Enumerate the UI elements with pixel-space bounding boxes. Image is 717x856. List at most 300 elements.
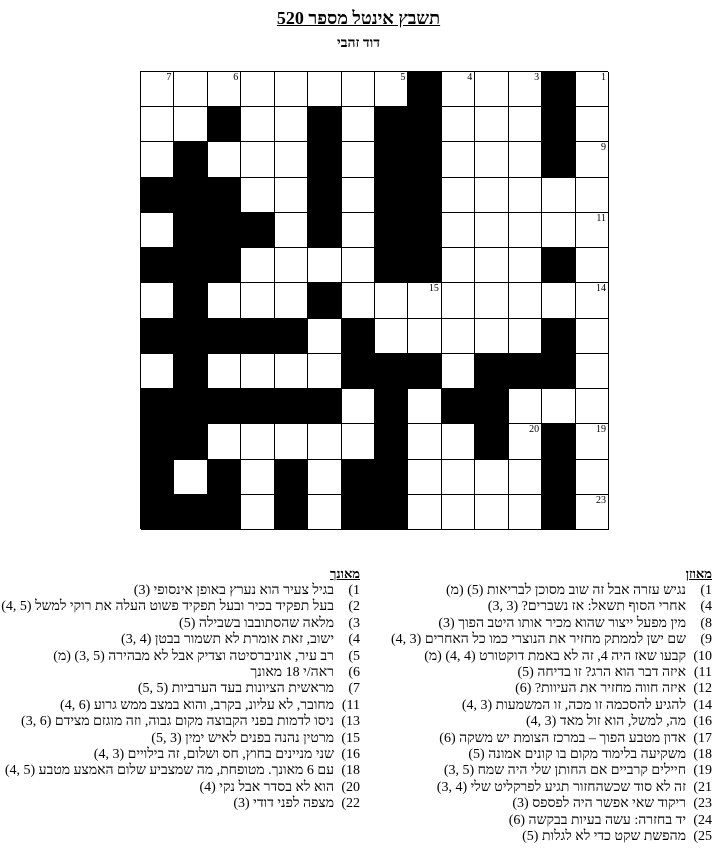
grid-cell-black <box>308 389 341 424</box>
grid-cell[interactable] <box>442 107 475 142</box>
grid-cell[interactable] <box>141 354 174 389</box>
across-clue <box>367 780 712 796</box>
clue-number: 3 <box>534 72 540 83</box>
grid-cell-black <box>375 178 408 213</box>
grid-cell[interactable] <box>576 178 609 213</box>
grid-cell[interactable] <box>408 495 441 530</box>
across-clue <box>367 714 712 730</box>
grid-cell[interactable] <box>342 283 375 318</box>
grid-cell[interactable] <box>576 460 609 495</box>
clue-num: 23) <box>693 796 712 812</box>
clue-number: 21 <box>361 459 372 471</box>
grid-cell-black <box>375 495 408 530</box>
clue-text: ישוב, זאת אומרת לא תשמור בבטן (4 ,3) <box>121 632 334 648</box>
grid-cell[interactable] <box>509 142 542 177</box>
grid-cell[interactable] <box>408 424 441 459</box>
clue-number: 16 <box>361 318 372 330</box>
grid-cell[interactable] <box>408 389 441 424</box>
grid-cell-black <box>542 72 575 107</box>
clue-num: 12) <box>693 681 712 697</box>
grid-cell[interactable] <box>475 72 508 107</box>
grid-cell-black <box>275 389 308 424</box>
grid-cell[interactable] <box>475 213 508 248</box>
down-clue <box>5 665 360 681</box>
grid-cell[interactable] <box>442 319 475 354</box>
grid-cell[interactable] <box>475 142 508 177</box>
across-clue <box>367 747 712 763</box>
clue-num: 3) <box>348 615 360 631</box>
clue-num: 16) <box>341 747 360 763</box>
clue-num: 10) <box>693 648 712 664</box>
grid-cell[interactable] <box>208 283 241 318</box>
grid-cell[interactable] <box>141 213 174 248</box>
down-heading: מאונך <box>330 566 360 581</box>
clue-number: 8 <box>233 107 239 119</box>
across-clue <box>367 763 712 779</box>
down-clue <box>5 632 360 648</box>
grid-cell[interactable] <box>442 213 475 248</box>
grid-cell-black <box>174 248 207 283</box>
clue-text: מין מפעל ייצור שהוא מכיר אותו היטב הפוך (3) <box>438 615 686 631</box>
down-clue <box>5 649 360 665</box>
clue-text: אחרי הסוף תשאל: אז נשברים? (3 ,3) <box>487 599 686 615</box>
grid-cell[interactable] <box>208 354 241 389</box>
grid-cell[interactable] <box>241 107 274 142</box>
grid-cell-black <box>542 354 575 389</box>
grid-cell-black <box>542 460 575 495</box>
grid-cell[interactable] <box>241 354 274 389</box>
grid-cell-black <box>308 178 341 213</box>
grid-cell[interactable] <box>342 389 375 424</box>
grid-cell[interactable] <box>342 72 375 107</box>
grid-cell-black <box>275 460 308 495</box>
grid-cell[interactable] <box>442 424 475 459</box>
grid-cell[interactable] <box>275 283 308 318</box>
grid-cell[interactable] <box>509 283 542 318</box>
grid-cell-black <box>241 389 274 424</box>
grid-cell-black <box>174 495 207 530</box>
clue-num: 11) <box>341 697 360 713</box>
grid-cell-black <box>375 142 408 177</box>
grid-cell-black <box>375 248 408 283</box>
grid-cell[interactable] <box>576 107 609 142</box>
down-clue <box>5 731 360 747</box>
grid-cell-black <box>475 424 508 459</box>
clue-num: 1) <box>700 583 712 598</box>
grid-cell[interactable] <box>509 424 542 459</box>
clue-text: איזה חווה מחזיר את העיוות? (6) <box>515 681 686 697</box>
clue-text: מחובר, לא עליונ, בקרב, והוא במצב ממש גרוע (6 ,4) <box>60 697 334 713</box>
clue-num: 1) <box>348 583 360 598</box>
grid-cell-black <box>475 354 508 389</box>
across-clue <box>367 665 712 681</box>
grid-cell[interactable] <box>141 283 174 318</box>
grid-cell[interactable] <box>576 213 609 248</box>
grid-cell-black <box>174 424 207 459</box>
clue-num: 14) <box>693 697 712 713</box>
grid-cell-black <box>141 460 174 495</box>
clue-num: 25) <box>693 829 712 845</box>
grid-cell[interactable] <box>576 389 609 424</box>
grid-cell-black <box>542 319 575 354</box>
clue-number: 2 <box>567 72 573 83</box>
grid-cell[interactable] <box>208 72 241 107</box>
grid-cell-black <box>342 354 375 389</box>
puzzle-title: תשבץ אינטל מספר 520 <box>276 8 441 28</box>
clue-number: 20 <box>529 424 540 436</box>
across-clues-column <box>367 566 712 846</box>
grid-cell[interactable] <box>275 424 308 459</box>
grid-cell-black <box>375 213 408 248</box>
grid-cell[interactable] <box>509 107 542 142</box>
clue-num: 4) <box>700 599 712 615</box>
down-clue <box>1 599 360 615</box>
clue-num: 8) <box>700 615 712 631</box>
clue-number: 4 <box>467 72 473 83</box>
clue-text: שם ישן לממתק מחזיר את הנוצרי כמו כל האחרים (3 ,4) <box>391 632 686 648</box>
grid-cell[interactable] <box>576 142 609 177</box>
grid-cell[interactable] <box>542 389 575 424</box>
grid-cell[interactable] <box>475 283 508 318</box>
grid-cell-black <box>475 389 508 424</box>
clue-text: מה, למשל, הוא זול מאד (3 ,4) <box>526 714 686 730</box>
clue-text: מראשית הציונות בעד הערביות (5 ,5) <box>137 681 334 697</box>
grid-cell[interactable] <box>509 248 542 283</box>
grid-cell[interactable] <box>475 319 508 354</box>
grid-cell-black <box>308 283 341 318</box>
grid-cell-black <box>174 319 207 354</box>
grid-cell[interactable] <box>442 460 475 495</box>
grid-cell-black <box>275 319 308 354</box>
clue-num: 16) <box>693 714 712 730</box>
clue-text: זה לא סוד שכשהחזור תגיע לפרקליט שלי (4 ,3) <box>436 779 686 795</box>
grid-cell-black <box>208 389 241 424</box>
clue-num: 17) <box>693 730 712 746</box>
grid-cell[interactable] <box>174 460 207 495</box>
clue-number: 22 <box>161 459 172 471</box>
grid-cell[interactable] <box>576 354 609 389</box>
grid-cell[interactable] <box>308 495 341 530</box>
grid-cell[interactable] <box>475 248 508 283</box>
puzzle-author: דוד זהבי <box>337 36 380 51</box>
grid-cell[interactable] <box>275 248 308 283</box>
grid-cell-black <box>141 248 174 283</box>
grid-cell-black <box>174 389 207 424</box>
grid-cell-black <box>542 495 575 530</box>
grid-cell-black <box>408 142 441 177</box>
grid-cell[interactable] <box>342 424 375 459</box>
clue-text: ניסו לדמות בפני הקבוצה מקום גבוה, וזה מוגזם מצידם (6 ,3) <box>21 714 334 730</box>
grid-cell[interactable] <box>408 283 441 318</box>
down-clue <box>5 763 360 779</box>
clue-number: 13 <box>228 248 239 260</box>
grid-cell[interactable] <box>509 178 542 213</box>
down-clue <box>5 747 360 763</box>
down-clues-column <box>1 566 360 813</box>
grid-cell[interactable] <box>442 495 475 530</box>
clue-number: 1 <box>600 72 606 83</box>
grid-cell[interactable] <box>208 142 241 177</box>
grid-cell-black <box>141 319 174 354</box>
clue-number: 11 <box>596 212 606 224</box>
grid-cell-black <box>208 495 241 530</box>
clue-number: 19 <box>595 424 606 436</box>
grid-cell-black <box>375 107 408 142</box>
grid-cell[interactable] <box>509 213 542 248</box>
grid-cell[interactable] <box>308 354 341 389</box>
grid-cell[interactable] <box>174 72 207 107</box>
clue-number: 6 <box>233 72 239 83</box>
grid-cell[interactable] <box>509 495 542 530</box>
down-clue <box>5 583 360 599</box>
clue-text: רב עיר, אוניברסיטה וצדיק אבל לא מבהירה (5 ,3) (מ) <box>53 648 334 664</box>
grid-cell[interactable] <box>375 283 408 318</box>
grid-cell-black <box>241 213 274 248</box>
grid-cell[interactable] <box>241 283 274 318</box>
grid-cell-black <box>208 178 241 213</box>
clue-text: בעל תפקיד בכיר ובעל תפקיד פשוט העלה את רוקי למשל (5 ,4) <box>1 599 334 615</box>
clue-num: 15) <box>341 730 360 746</box>
clue-text: ריקוד שאי אפשר היה לפספס (3) <box>512 796 686 812</box>
clue-text: מלאה שהסתובבו בשבילה (5) <box>179 615 334 631</box>
grid-cell[interactable] <box>241 142 274 177</box>
grid-cell-black <box>375 424 408 459</box>
grid-cell[interactable] <box>442 178 475 213</box>
grid-cell[interactable] <box>475 178 508 213</box>
grid-cell-black <box>542 107 575 142</box>
across-clue <box>367 583 712 599</box>
grid-cell[interactable] <box>375 319 408 354</box>
clue-num: 11) <box>693 665 712 681</box>
grid-cell[interactable] <box>308 460 341 495</box>
grid-cell-black <box>408 213 441 248</box>
clue-num: 18) <box>693 747 712 763</box>
clue-text: נגיש עזרה אבל זה שוב מסוכן לבריאות (5) (מ) <box>446 583 686 598</box>
across-clue <box>367 599 712 615</box>
grid-cell-black <box>542 248 575 283</box>
grid-cell-black <box>308 142 341 177</box>
grid-cell-black <box>208 460 241 495</box>
grid-cell-black <box>308 107 341 142</box>
across-clue <box>367 698 712 714</box>
grid-cell[interactable] <box>241 495 274 530</box>
grid-cell-black <box>275 495 308 530</box>
grid-cell-black <box>174 213 207 248</box>
clue-text: מהפשת שקט כדי לא לגלות (5) <box>522 829 686 845</box>
clue-text: עם 6 מאונך. מטופחת, מה שמצביע שלום האמצע מטבע (5 ,4) <box>4 763 334 779</box>
grid-cell-black <box>408 354 441 389</box>
clue-text: הוא לא בסדר אבל נקי (4) <box>199 779 334 795</box>
clue-num: 7) <box>348 681 360 697</box>
across-clue <box>367 632 712 648</box>
grid-cell[interactable] <box>509 389 542 424</box>
grid-cell[interactable] <box>141 72 174 107</box>
across-clue <box>367 829 712 845</box>
down-clue <box>5 714 360 730</box>
grid-cell[interactable] <box>241 460 274 495</box>
grid-cell-black <box>442 389 475 424</box>
grid-cell-black <box>141 495 174 530</box>
clue-num: 2) <box>348 599 360 615</box>
clue-text: משקיעה בלימוד מקום בו קונים אמונה (5) <box>468 747 686 763</box>
clue-num: 20) <box>341 779 360 795</box>
grid-cell[interactable] <box>509 72 542 107</box>
grid-cell[interactable] <box>141 142 174 177</box>
across-clue <box>367 813 712 829</box>
down-clue <box>5 780 360 796</box>
grid-cell[interactable] <box>241 424 274 459</box>
clue-num: 19) <box>693 763 712 779</box>
clue-number: 7 <box>166 72 172 83</box>
grid-cell-black <box>408 107 441 142</box>
clue-num: 4) <box>348 632 360 648</box>
clue-text: חיילים קרביים אם החותן שלי היה שמח (5 ,3) <box>443 763 686 779</box>
grid-cell-black <box>174 142 207 177</box>
clue-text: שני מניינים בחוץ, חס ושלום, זה בילויים (3 ,4) <box>93 747 334 763</box>
grid-cell[interactable] <box>408 460 441 495</box>
grid-cell[interactable] <box>442 72 475 107</box>
clue-text: קבעו שאז היה 4, זה לא באמת דוקטורט (4 ,4) (מ) <box>424 648 686 664</box>
grid-cell-black <box>174 178 207 213</box>
grid-cell-black <box>308 213 341 248</box>
grid-cell[interactable] <box>241 248 274 283</box>
clue-num: 13) <box>341 714 360 730</box>
grid-cell[interactable] <box>475 495 508 530</box>
grid-cell[interactable] <box>342 107 375 142</box>
grid-cell[interactable] <box>475 460 508 495</box>
grid-cell[interactable] <box>342 178 375 213</box>
grid-cell-black <box>208 213 241 248</box>
across-clue-list <box>367 583 712 846</box>
grid-cell-black <box>208 248 241 283</box>
grid-cell[interactable] <box>375 72 408 107</box>
clue-number: 14 <box>595 283 606 295</box>
grid-cell[interactable] <box>308 424 341 459</box>
grid-cell[interactable] <box>342 142 375 177</box>
grid-cell-black <box>375 354 408 389</box>
grid-cell[interactable] <box>442 142 475 177</box>
grid-cell[interactable] <box>442 354 475 389</box>
grid-cell[interactable] <box>275 213 308 248</box>
grid-cell[interactable] <box>208 424 241 459</box>
clue-number: 23 <box>595 494 606 506</box>
clue-number: 12 <box>395 248 406 260</box>
grid-cell-black <box>542 424 575 459</box>
across-clue <box>367 616 712 632</box>
clue-number: 10 <box>395 177 406 189</box>
grid-cell[interactable] <box>275 142 308 177</box>
clue-text: ראה/י 18 מאונך <box>250 665 334 681</box>
clue-num: 6) <box>348 665 360 681</box>
grid-cell[interactable] <box>342 248 375 283</box>
grid-cell-black <box>509 354 542 389</box>
grid-cell[interactable] <box>576 72 609 107</box>
grid-cell[interactable] <box>576 424 609 459</box>
grid-cell[interactable] <box>442 248 475 283</box>
grid-cell-black <box>342 460 375 495</box>
grid-cell[interactable] <box>509 460 542 495</box>
grid-cell[interactable] <box>408 319 441 354</box>
across-clue <box>367 731 712 747</box>
down-clue <box>5 796 360 812</box>
clue-number: 15 <box>428 283 439 295</box>
grid-cell[interactable] <box>241 178 274 213</box>
across-clue <box>367 681 712 697</box>
grid-cell[interactable] <box>475 107 508 142</box>
across-clue <box>367 649 712 665</box>
grid-cell-black <box>375 389 408 424</box>
clue-num: 18) <box>341 763 360 779</box>
grid-cell[interactable] <box>542 178 575 213</box>
grid-cell-black <box>208 319 241 354</box>
grid-cell-black <box>241 319 274 354</box>
clue-number: 17 <box>529 353 540 365</box>
clue-text: איזה דבר הוא הרג? זו בדיחה (5) <box>517 665 686 681</box>
clue-text: יד בחזרה: עשה בעיות בבקשה (6) <box>508 812 686 828</box>
grid-cell[interactable] <box>275 107 308 142</box>
grid-cell[interactable] <box>275 72 308 107</box>
grid-cell-black <box>208 107 241 142</box>
grid-cell[interactable] <box>576 248 609 283</box>
grid-cell-black <box>342 495 375 530</box>
grid-cell[interactable] <box>308 72 341 107</box>
grid-cell-black <box>375 460 408 495</box>
grid-cell[interactable] <box>141 107 174 142</box>
grid-cell-black <box>141 389 174 424</box>
grid-cell-black <box>408 72 441 107</box>
clue-num: 21) <box>693 779 712 795</box>
clue-number: 9 <box>600 142 606 154</box>
grid-cell[interactable] <box>308 319 341 354</box>
clue-number: 5 <box>400 72 406 83</box>
grid-cell-black <box>174 354 207 389</box>
grid-cell-black <box>141 178 174 213</box>
grid-cell[interactable] <box>308 248 341 283</box>
crossword-grid <box>140 71 608 529</box>
clue-num: 5) <box>348 648 360 664</box>
grid-cell-black <box>408 248 441 283</box>
grid-cell[interactable] <box>542 213 575 248</box>
across-clue <box>367 796 712 812</box>
grid-cell[interactable] <box>275 178 308 213</box>
down-clue <box>5 616 360 632</box>
grid-cell[interactable] <box>442 283 475 318</box>
grid-cell[interactable] <box>275 354 308 389</box>
clue-text: בגיל צעיר הוא נערץ באופן אינסופי (3) <box>133 583 334 598</box>
clue-num: 9) <box>700 632 712 648</box>
clue-num: 24) <box>693 812 712 828</box>
grid-cell[interactable] <box>576 319 609 354</box>
grid-cell[interactable] <box>576 495 609 530</box>
clue-text: מרטין נהנה בפנים לאיש ימין (3 ,5) <box>151 730 334 746</box>
grid-cell[interactable] <box>576 283 609 318</box>
down-clue <box>5 681 360 697</box>
grid-cell[interactable] <box>342 213 375 248</box>
grid-cell-black <box>141 424 174 459</box>
clue-text: להגיע להסכמה זו מכה, זו המשמעות (3 ,4) <box>461 697 686 713</box>
across-heading: מאוזן <box>685 566 712 581</box>
clue-text: אדון מטבע הפוך – במרכז הצומת יש משקה (6) <box>439 730 686 746</box>
grid-cell[interactable] <box>542 283 575 318</box>
grid-cell[interactable] <box>174 107 207 142</box>
grid-cell[interactable] <box>509 319 542 354</box>
grid-cell[interactable] <box>241 72 274 107</box>
clue-text: מצפה לפני דודי (3) <box>233 796 334 812</box>
down-clue-list <box>1 583 360 813</box>
grid-cell-black <box>408 178 441 213</box>
grid-cell-black <box>174 283 207 318</box>
grid-cell-black <box>342 319 375 354</box>
